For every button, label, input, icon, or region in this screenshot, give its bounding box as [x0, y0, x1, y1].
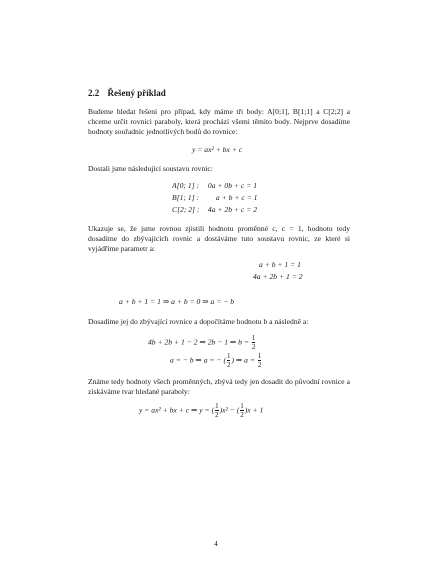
system-row-equation: a + b + c = 1 [215, 193, 258, 202]
conclusion-paragraph: Známe tedy hodnoty všech proměnných, zbývá tedy jen dosadit do původní rovnice a získáváme tvar hledané paraboly: [88, 377, 350, 396]
system-row-equation: 0a + 0b + c = 1 [207, 181, 258, 190]
fraction-numerator: 1 [257, 352, 262, 360]
solve-a-text: a = − b ⇒ a = − ( [170, 355, 226, 365]
section-number: 2.2 [88, 88, 100, 98]
solve-a-equation [170, 352, 262, 369]
fraction-denominator: 2 [240, 411, 244, 419]
fraction-numerator: 1 [215, 402, 219, 410]
solve-a-text-mid: ) ⇒ a = [231, 355, 257, 365]
system-row-label: A[0; 1] : [172, 181, 199, 190]
fraction [258, 352, 262, 369]
fraction-numerator: 1 [251, 334, 256, 342]
section-title [88, 88, 166, 98]
system-row-equation: 4a + 2b + c = 2 [207, 205, 258, 214]
final-text-end: )x + 1 [244, 405, 264, 415]
fraction-denominator: 2 [226, 361, 231, 369]
solve-b-equation [148, 334, 256, 351]
system-intro: Dostali jsme následující soustavu rovnic: [88, 164, 213, 173]
fraction-denominator: 2 [257, 361, 262, 369]
express-a-equation: a + b + 1 = 1 ⇒ a + b = 0 ⇒ a = − b [119, 297, 235, 306]
final-text-start: y = ax² + bx + c ⇒ y = ( [139, 405, 215, 415]
fraction [227, 352, 231, 369]
intro-paragraph: Budeme hledat řešení pro případ, kdy máme tři body: A[0;1], B[1;1] a C[2;2] a chceme určit rovnici paraboly, která prochází všemi těmito body. Nejprve dosadíme hodnoty souřadnic jednotlivých bodů do rovnice: [88, 107, 350, 136]
solve-b-text: 4b + 2b + 1 − 2 ⇒ 2b − 1 ⇒ b = [148, 337, 251, 347]
general-equation: y = ax² + bx + c [192, 145, 243, 154]
fraction [215, 402, 219, 419]
fraction-numerator: 1 [240, 402, 244, 410]
page-number: 4 [214, 539, 218, 548]
final-text-mid: )x² − ( [219, 405, 240, 415]
fraction-numerator: 1 [226, 352, 231, 360]
section-heading: Řešený příklad [107, 88, 166, 98]
reduced-equation-1: a + b + 1 = 1 [259, 260, 301, 269]
system-row-label: C[2; 2] : [172, 205, 200, 214]
system-row-c [172, 205, 257, 214]
system-row-label: B[1; 1] : [172, 193, 199, 202]
final-equation [139, 402, 263, 419]
fraction [240, 402, 244, 419]
system-row-b [172, 193, 257, 202]
system-row-a [172, 181, 257, 190]
reduce-paragraph: Ukazuje se, že jsme rovnou zjistili hodnotu proměnné c, c = 1, hodnotu tedy dosadíme do zbývajících rovnic a dostáváme tuto soustavu rovnic, ze které si vyjádříme parametr a: [88, 224, 350, 253]
fraction-denominator: 2 [215, 411, 219, 419]
fraction-denominator: 2 [251, 343, 256, 351]
reduced-equation-2: 4a + 2b + 1 = 2 [253, 272, 303, 281]
fraction [252, 334, 256, 351]
substitute-paragraph: Dosadíme jej do zbývající rovnice a dopočítáme hodnotu b a následně a: [88, 317, 309, 326]
